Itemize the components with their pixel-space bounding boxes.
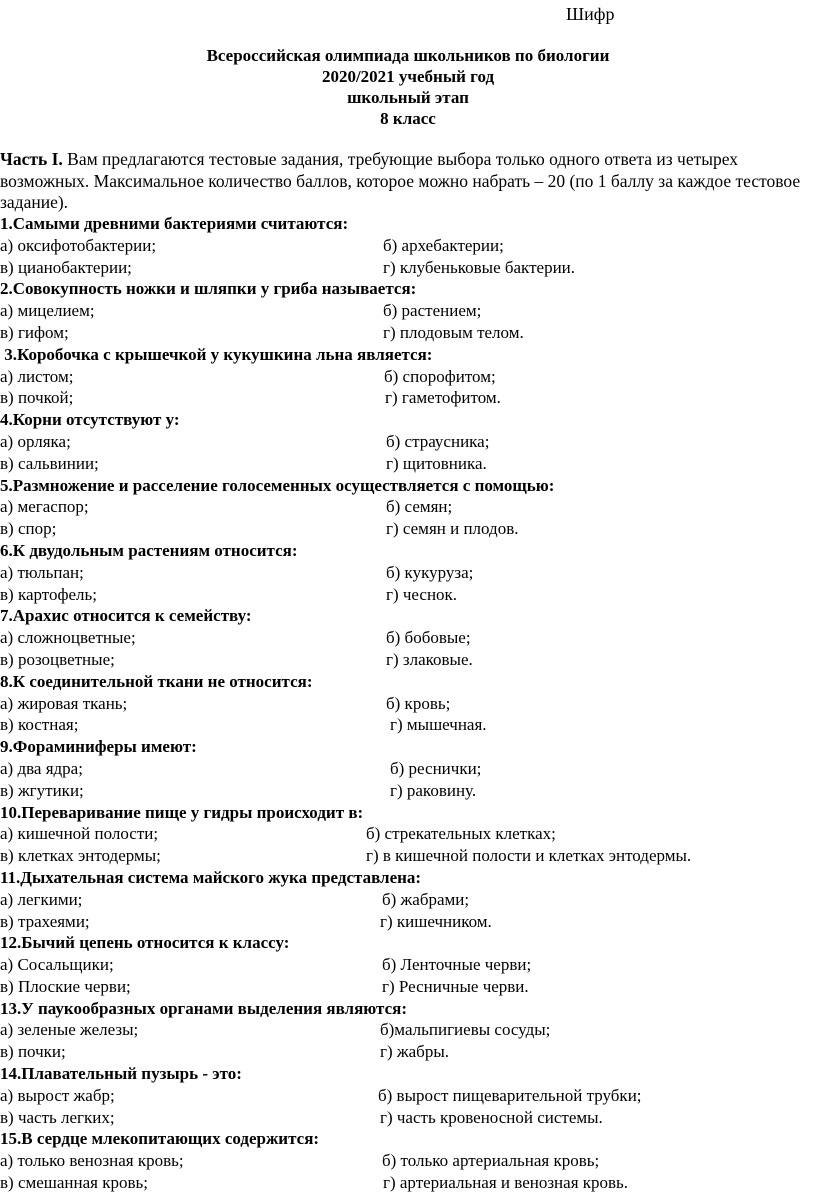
question-block [0,344,816,409]
option-b: б) стрекательных клетках; [366,824,556,844]
question-title: 15.В сердце млекопитающих содержится: [0,1129,320,1149]
option-d: г) в кишечной полости и клетках энтодермы. [366,846,692,866]
option-c: в) жгутики; [0,780,84,800]
option-b: б) кукуруза; [386,562,474,582]
option-b: б) семян; [386,497,453,517]
question-block [0,802,816,867]
option-row [0,496,816,518]
option-b: б) Ленточные черви; [382,955,532,975]
option-d: г) жабры. [380,1042,449,1062]
option-a: а) только венозная кровь; [0,1151,184,1171]
option-d: г) кишечником. [380,911,492,931]
question-block [0,1128,816,1193]
question-block [0,540,816,605]
question-block [0,409,816,474]
option-row [0,584,816,606]
option-c: в) клетках энтодермы; [0,846,161,866]
option-c: в) гифом; [0,322,69,342]
option-row [0,780,816,802]
option-c: в) сальвинии; [0,453,99,473]
option-row [0,1041,816,1063]
question-block [0,605,816,670]
question-title: 9.Фораминиферы имеют: [0,737,197,757]
option-row [0,1150,816,1172]
option-c: в) розоцветные; [0,649,115,669]
option-b: б) страусника; [386,431,490,451]
option-row [0,758,816,780]
option-row [0,889,816,911]
heading-stage: школьный этап [347,88,469,107]
option-c: в) цианобактерии; [0,257,132,277]
question-block [0,867,816,932]
option-b: б)мальпигиевы сосуды; [380,1020,551,1040]
option-a: а) листом; [0,366,74,386]
option-b: б) спорофитом; [384,366,496,386]
option-c: в) костная; [0,715,79,735]
option-a: а) Сосальщики; [0,955,114,975]
option-row [0,714,816,736]
question-list [0,213,816,1194]
question-title: 11.Дыхательная система майского жука представлена: [0,867,422,887]
question-title: 8.К соединительной ткани не относится: [0,671,313,691]
option-d: г) гаметофитом. [385,388,501,408]
option-row [0,300,816,322]
option-d: г) часть кровеносной системы. [380,1107,603,1127]
question-title: 10.Переваривание пище у гидры происходит в: [0,802,364,822]
option-b: б) вырост пищеварительной трубки; [378,1085,642,1105]
option-row [0,431,816,453]
option-row [0,1107,816,1129]
option-row [0,257,816,279]
question-title: 13.У паукообразных органами выделения являются: [0,998,408,1018]
option-d: г) щитовника. [386,453,487,473]
question-title: 3.Коробочка с крышечкой у кукушкина льна является: [0,344,433,364]
option-a: а) мицелием; [0,301,95,321]
option-row [0,823,816,845]
option-d: г) чеснок. [386,584,458,604]
option-a: а) кишечной полости; [0,824,159,844]
option-c: в) смешанная кровь; [0,1173,148,1193]
question-title: 5.Размножение и расселение голосеменных осуществляется с помощью: [0,475,555,495]
question-title: 12.Бычий цепень относится к классу: [0,933,290,953]
question-title: 6.К двудольным растениям относится: [0,540,298,560]
question-block [0,278,816,343]
question-block [0,213,816,278]
option-row [0,322,816,344]
option-d: г) плодовым телом. [383,322,524,342]
heading-grade: 8 класс [380,109,436,128]
option-c: в) почки; [0,1042,66,1062]
part-one-intro [0,149,812,214]
intro-text: Вам предлагаются тестовые задания, требующие выбора только одного ответа из четырех возможных. Максимальное количество баллов, которое можно набрать – 20 (по 1 баллу за каждое тестовое задание). [0,149,801,213]
option-d: г) артериальная и венозная кровь. [383,1173,629,1193]
cipher-label: Шифр [566,4,615,24]
question-block [0,475,816,540]
option-row [0,649,816,671]
option-row [0,518,816,540]
question-block [0,736,816,801]
option-c: в) часть легких; [0,1107,115,1127]
option-d: г) Ресничные черви. [382,976,529,996]
option-c: в) Плоские черви; [0,976,131,996]
option-b: б) архебактерии; [383,235,504,255]
question-block [0,998,816,1063]
option-a: а) два ядра; [0,758,83,778]
option-c: в) почкой; [0,388,74,408]
question-title: 2.Совокупность ножки и шляпки у гриба называется: [0,279,417,299]
option-b: б) жабрами; [382,889,470,909]
option-a: а) сложноцветные; [0,628,136,648]
document-heading [0,45,816,129]
option-a: а) тюльпан; [0,562,84,582]
option-row [0,627,816,649]
option-row [0,976,816,998]
option-row [0,954,816,976]
part-label: Часть I. [0,149,63,169]
option-c: в) картофель; [0,584,97,604]
question-title: 14.Плавательный пузырь - это: [0,1064,242,1084]
heading-olympiad-title: Всероссийская олимпиада школьников по биологии [206,46,610,65]
option-row [0,562,816,584]
option-row [0,845,816,867]
option-a: а) легкими; [0,889,83,909]
option-row [0,693,816,715]
option-b: б) реснички; [390,758,482,778]
option-row [0,235,816,257]
option-a: а) орляка; [0,431,71,451]
option-row [0,387,816,409]
question-title: 7.Арахис относится к семейству: [0,606,252,626]
heading-school-year: 2020/2021 учебный год [321,67,495,86]
question-title: 1.Самыми древними бактериями считаются: [0,214,349,233]
option-a: а) вырост жабр; [0,1085,115,1105]
question-title: 4.Корни отсутствуют у: [0,410,180,430]
option-row [0,911,816,933]
option-d: г) злаковые. [386,649,473,669]
option-d: г) мышечная. [390,715,487,735]
option-b: б) растением; [383,301,482,321]
option-b: б) только артериальная кровь; [382,1151,600,1171]
question-block [0,932,816,997]
option-row [0,366,816,388]
option-b: б) кровь; [386,693,451,713]
option-b: б) бобовые; [386,628,471,648]
option-row [0,453,816,475]
option-a: а) мегаспор; [0,497,89,517]
option-a: а) зеленые железы; [0,1020,139,1040]
option-d: г) раковину. [390,780,477,800]
option-a: а) оксифотобактерии; [0,235,157,255]
option-c: в) спор; [0,519,57,539]
option-c: в) трахеями; [0,911,90,931]
option-d: г) семян и плодов. [386,519,519,539]
option-a: а) жировая ткань; [0,693,128,713]
question-block [0,1063,816,1128]
question-block [0,671,816,736]
option-d: г) клубеньковые бактерии. [383,257,576,277]
option-row [0,1085,816,1107]
option-row [0,1019,816,1041]
